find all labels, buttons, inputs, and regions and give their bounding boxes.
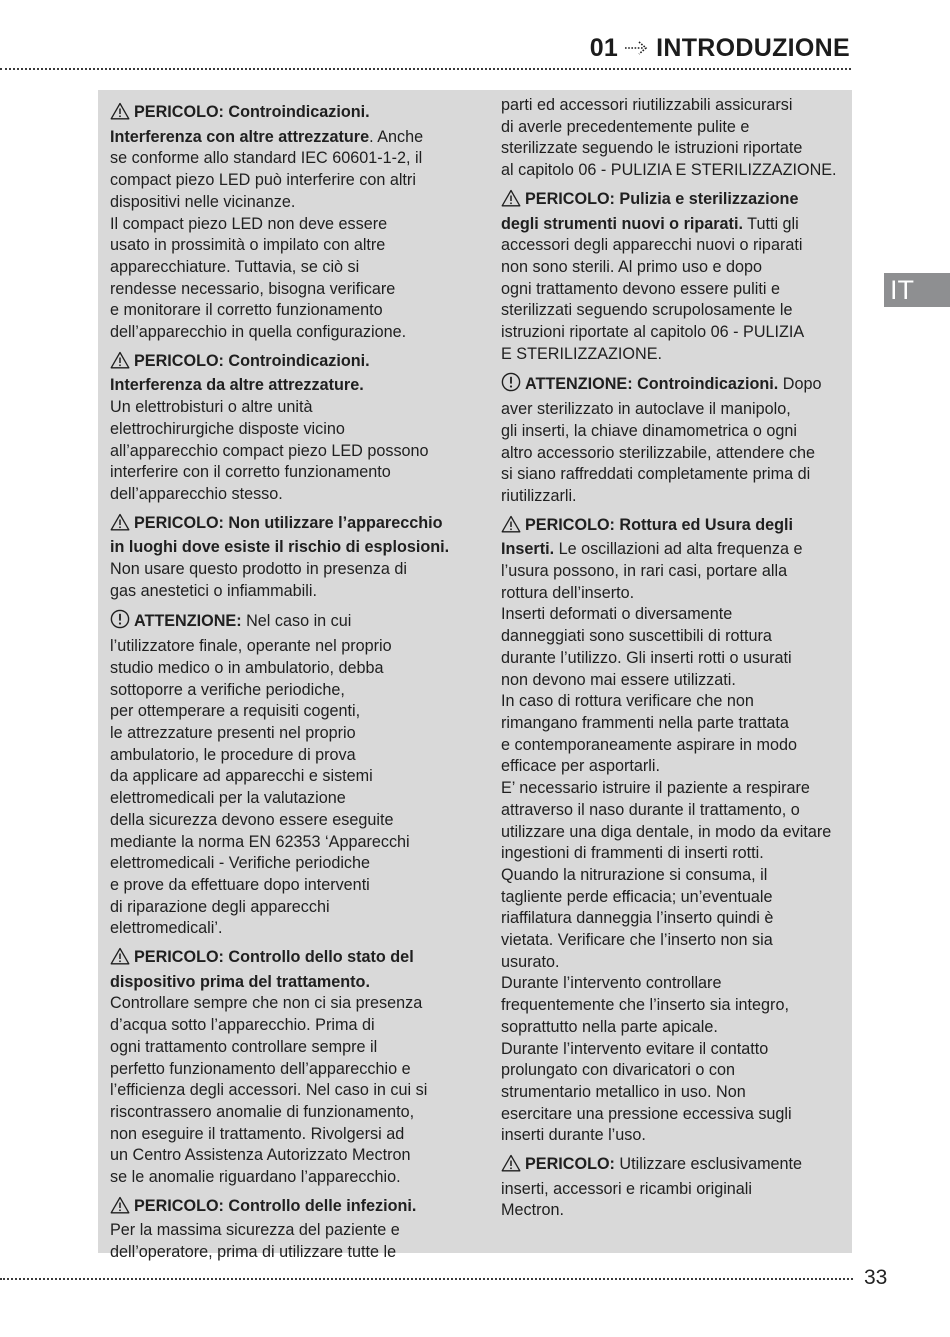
right-column bbox=[501, 95, 846, 1229]
bold-text: degli strumenti nuovi o riparati. bbox=[501, 214, 743, 233]
bold-text: Interferenza con altre attrezzature bbox=[110, 127, 370, 146]
text-line bbox=[501, 138, 846, 160]
body-text: compact piezo LED può interferire con altri bbox=[110, 171, 416, 190]
body-text: inserti durante l’uso. bbox=[501, 1126, 646, 1145]
chapter-title: INTRODUZIONE bbox=[656, 34, 850, 62]
paragraph bbox=[110, 947, 455, 1189]
text-line bbox=[110, 745, 455, 767]
text-line bbox=[110, 257, 455, 279]
text-line bbox=[501, 1039, 846, 1061]
body-text: elettromedicali’. bbox=[110, 919, 223, 938]
bold-text: PERICOLO: Rottura ed Usura degli bbox=[525, 515, 794, 534]
body-text: aver sterilizzato in autoclave il manipolo, bbox=[501, 400, 791, 419]
text-line bbox=[501, 865, 846, 887]
body-text: non devono mai essere utilizzati. bbox=[501, 670, 736, 689]
body-text: inserti, accessori e ricambi originali bbox=[501, 1179, 752, 1198]
text-line bbox=[501, 322, 846, 344]
body-text: Un elettrobisturi o altre unità bbox=[110, 398, 313, 417]
warning-triangle-icon bbox=[501, 515, 521, 540]
body-text: riscontrassero anomalie di funzionamento, bbox=[110, 1102, 415, 1121]
body-text: Inserti deformati o diversamente bbox=[501, 605, 733, 624]
text-line bbox=[501, 117, 846, 139]
body-text: Le oscillazioni ad alta frequenza e bbox=[554, 540, 803, 559]
dotted-arrow-icon bbox=[624, 34, 650, 63]
warning-triangle-icon bbox=[501, 189, 521, 214]
text-line bbox=[110, 1124, 455, 1146]
body-text: d’acqua sotto l’apparecchio. Prima di bbox=[110, 1016, 375, 1035]
body-text: vietata. Verificare che l’inserto non sia bbox=[501, 931, 773, 950]
paragraph bbox=[501, 189, 846, 366]
body-text: perfetto funzionamento dell’apparecchio e bbox=[110, 1059, 411, 1078]
body-text: parti ed accessori riutilizzabili assicurarsi bbox=[501, 96, 793, 114]
text-line bbox=[110, 513, 455, 538]
text-line bbox=[501, 1060, 846, 1082]
text-line bbox=[110, 462, 455, 484]
text-line bbox=[501, 887, 846, 909]
text-line bbox=[110, 214, 455, 236]
body-text: dell’apparecchio stesso. bbox=[110, 484, 283, 503]
body-text: Nel caso in cui bbox=[241, 612, 352, 631]
warning-triangle-icon bbox=[110, 513, 130, 538]
warning-triangle-icon bbox=[110, 351, 130, 376]
body-text: sottoporre a verifiche periodiche, bbox=[110, 680, 345, 699]
text-line bbox=[501, 421, 846, 443]
text-line bbox=[110, 1037, 455, 1059]
text-line bbox=[501, 344, 846, 366]
text-line bbox=[110, 1145, 455, 1167]
text-line bbox=[501, 843, 846, 865]
text-line bbox=[110, 897, 455, 919]
text-line bbox=[501, 486, 846, 508]
body-text: le attrezzature presenti nel proprio bbox=[110, 723, 356, 742]
body-text: Il compact piezo LED non deve essere bbox=[110, 214, 388, 233]
text-line bbox=[501, 583, 846, 605]
body-text: della sicurezza devono essere eseguite bbox=[110, 810, 394, 829]
text-line bbox=[110, 832, 455, 854]
body-text: frequentemente che l’inserto sia integro, bbox=[501, 996, 789, 1015]
text-line bbox=[110, 1220, 455, 1242]
header-divider bbox=[0, 68, 851, 70]
text-line bbox=[110, 300, 455, 322]
text-line bbox=[501, 1125, 846, 1147]
body-text: dispositivi nelle vicinanze. bbox=[110, 192, 296, 211]
text-line bbox=[110, 397, 455, 419]
text-line bbox=[110, 537, 455, 559]
body-text: rimangano frammenti nella parte trattata bbox=[501, 713, 789, 732]
body-text: strumentario metallico in uso. Non bbox=[501, 1082, 746, 1101]
text-line bbox=[110, 609, 455, 636]
text-line bbox=[110, 235, 455, 257]
body-text: studio medico o in ambulatorio, debba bbox=[110, 658, 384, 677]
text-line bbox=[110, 581, 455, 603]
text-line bbox=[501, 235, 846, 257]
text-line bbox=[110, 559, 455, 581]
text-line bbox=[501, 1154, 846, 1179]
text-line bbox=[501, 561, 846, 583]
body-text: gli inserti, la chiave dinamometrica o ogni bbox=[501, 421, 798, 440]
body-text: rendesse necessario, bisogna verificare bbox=[110, 279, 396, 298]
body-text: Durante l’intervento evitare il contatto bbox=[501, 1039, 769, 1058]
body-text: e monitorare il corretto funzionamento bbox=[110, 301, 383, 320]
body-text: elettromedicali per la valutazione bbox=[110, 789, 346, 808]
paragraph bbox=[501, 372, 846, 507]
body-text: Durante l’intervento controllare bbox=[501, 974, 722, 993]
text-line bbox=[110, 810, 455, 832]
text-line bbox=[110, 102, 455, 127]
warning-triangle-icon bbox=[501, 1154, 521, 1179]
text-line bbox=[501, 648, 846, 670]
paragraph bbox=[110, 1196, 455, 1264]
text-line bbox=[501, 604, 846, 626]
text-line bbox=[110, 723, 455, 745]
text-line bbox=[110, 766, 455, 788]
body-text: Tutti gli bbox=[742, 214, 799, 233]
exclamation-circle-icon bbox=[501, 372, 521, 399]
body-text: sterilizzati seguendo scrupolosamente le bbox=[501, 301, 793, 320]
body-text: rottura dell’inserto. bbox=[501, 583, 635, 602]
text-line bbox=[110, 947, 455, 972]
body-text: Dopo bbox=[778, 375, 822, 394]
body-text: e contemporaneamente aspirare in modo bbox=[501, 735, 798, 754]
text-line bbox=[110, 170, 455, 192]
text-line bbox=[501, 1017, 846, 1039]
text-line bbox=[110, 1059, 455, 1081]
body-text: ambulatorio, le procedure di prova bbox=[110, 745, 356, 764]
body-text: di riparazione degli apparecchi bbox=[110, 897, 330, 916]
body-text: e prove da effettuare dopo interventi bbox=[110, 875, 370, 894]
text-line bbox=[501, 214, 846, 236]
text-line bbox=[110, 1080, 455, 1102]
text-line bbox=[110, 375, 455, 397]
text-line bbox=[110, 875, 455, 897]
body-text: per ottemperare a requisiti cogenti, bbox=[110, 702, 361, 721]
chapter-header bbox=[590, 34, 850, 63]
text-line bbox=[501, 257, 846, 279]
body-text: ingestioni di frammenti di inserti rotti. bbox=[501, 844, 764, 863]
paragraph bbox=[110, 351, 455, 506]
body-text: al capitolo 06 - PULIZIA E STERILIZZAZIONE. bbox=[501, 161, 837, 180]
body-text: sterilizzate seguendo le istruzioni riportate bbox=[501, 139, 803, 158]
chapter-number: 01 bbox=[589, 34, 619, 62]
page-number: 33 bbox=[864, 1266, 888, 1289]
body-text: dell’apparecchio in quella configurazione. bbox=[110, 323, 407, 342]
text-line bbox=[110, 441, 455, 463]
text-line bbox=[110, 1015, 455, 1037]
text-line bbox=[501, 930, 846, 952]
text-line bbox=[501, 300, 846, 322]
body-text: l’utilizzatore finale, operante nel proprio bbox=[110, 637, 392, 656]
text-line bbox=[110, 148, 455, 170]
body-text: elettromedicali - Verifiche periodiche bbox=[110, 854, 371, 873]
paragraph bbox=[110, 609, 455, 940]
bold-text: ATTENZIONE: Controindicazioni. bbox=[525, 375, 779, 394]
text-line bbox=[501, 515, 846, 540]
text-line bbox=[110, 1196, 455, 1221]
bold-text: PERICOLO: Controllo delle infezioni. bbox=[134, 1196, 417, 1215]
text-line bbox=[110, 351, 455, 376]
body-text: se le anomalie riguardano l’apparecchio. bbox=[110, 1168, 401, 1187]
paragraph bbox=[501, 1154, 846, 1222]
text-line bbox=[501, 160, 846, 182]
body-text: danneggiati sono suscettibili di rottura bbox=[501, 627, 772, 646]
body-text: Utilizzare esclusivamente bbox=[614, 1155, 803, 1174]
text-line bbox=[501, 822, 846, 844]
text-line bbox=[501, 1082, 846, 1104]
body-text: . Anche bbox=[369, 127, 424, 146]
body-text: interferire con il corretto funzionamento bbox=[110, 463, 391, 482]
body-text: non sono sterili. Al primo uso e dopo bbox=[501, 257, 762, 276]
body-text: mediante la norma EN 62353 ‘Apparecchi bbox=[110, 832, 410, 851]
text-line bbox=[501, 1104, 846, 1126]
text-line bbox=[501, 756, 846, 778]
paragraph bbox=[110, 102, 455, 344]
warning-triangle-icon bbox=[110, 102, 130, 127]
body-text: l’usura possono, in rari casi, portare alla bbox=[501, 562, 788, 581]
bold-text: ATTENZIONE: bbox=[134, 612, 242, 631]
body-text: non eseguire il trattamento. Rivolgersi ad bbox=[110, 1124, 405, 1143]
text-line bbox=[501, 735, 846, 757]
text-line bbox=[110, 484, 455, 506]
text-line bbox=[501, 372, 846, 399]
text-line bbox=[110, 192, 455, 214]
text-line bbox=[110, 853, 455, 875]
body-text: da applicare ad apparecchi e sistemi bbox=[110, 767, 373, 786]
text-line bbox=[110, 636, 455, 658]
body-text: ogni trattamento devono essere puliti e bbox=[501, 279, 780, 298]
body-text: Controllare sempre che non ci sia presenza bbox=[110, 994, 423, 1013]
text-line bbox=[501, 670, 846, 692]
text-line bbox=[110, 972, 455, 994]
text-line bbox=[501, 539, 846, 561]
body-text: l’efficienza degli accessori. Nel caso in cui si bbox=[110, 1081, 428, 1100]
body-text: attraverso il naso durante il trattamento, o bbox=[501, 800, 800, 819]
body-text: prolungato con divaricatori o con bbox=[501, 1061, 735, 1080]
body-text: riutilizzarli. bbox=[501, 486, 577, 505]
bold-text: PERICOLO: Controindicazioni. bbox=[134, 351, 370, 370]
body-text: Per la massima sicurezza del paziente e bbox=[110, 1221, 400, 1240]
body-text: Quando la nitrurazione si consuma, il bbox=[501, 865, 768, 884]
text-line bbox=[501, 464, 846, 486]
text-line bbox=[501, 95, 846, 117]
left-column bbox=[110, 102, 455, 1271]
bold-text: PERICOLO: Controllo dello stato del bbox=[134, 948, 414, 967]
text-line bbox=[110, 701, 455, 723]
body-text: Non usare questo prodotto in presenza di bbox=[110, 560, 407, 579]
body-text: istruzioni riportate al capitolo 06 - PULIZIA bbox=[501, 323, 805, 342]
footer-divider bbox=[0, 1278, 853, 1280]
text-line bbox=[501, 1200, 846, 1222]
body-text: gas anestetici o infiammabili. bbox=[110, 581, 317, 600]
text-line bbox=[501, 691, 846, 713]
text-line bbox=[110, 279, 455, 301]
text-line bbox=[110, 918, 455, 940]
body-text: ogni trattamento controllare sempre il bbox=[110, 1037, 378, 1056]
exclamation-circle-icon bbox=[110, 609, 130, 636]
text-line bbox=[501, 399, 846, 421]
text-line bbox=[501, 279, 846, 301]
body-text: si siano raffreddati completamente prima di bbox=[501, 465, 811, 484]
text-line bbox=[110, 419, 455, 441]
text-line bbox=[501, 713, 846, 735]
body-text: efficace per asportarli. bbox=[501, 757, 660, 776]
body-text: esercitare una pressione eccessiva sugli bbox=[501, 1104, 792, 1123]
body-text: utilizzare una diga dentale, in modo da evitare bbox=[501, 822, 832, 841]
bold-text: Inserti. bbox=[501, 540, 555, 559]
body-text: usurato. bbox=[501, 952, 560, 971]
body-text: E’ necessario istruire il paziente a respirare bbox=[501, 779, 810, 798]
text-line bbox=[110, 127, 455, 149]
text-line bbox=[501, 1179, 846, 1201]
warning-triangle-icon bbox=[110, 1196, 130, 1221]
body-text: altro accessorio sterilizzabile, attendere che bbox=[501, 443, 816, 462]
text-line bbox=[501, 800, 846, 822]
text-line bbox=[501, 626, 846, 648]
paragraph bbox=[110, 513, 455, 603]
body-text: riaffilatura danneggia l’inserto quindi è bbox=[501, 909, 774, 928]
body-text: all’apparecchio compact piezo LED possono bbox=[110, 441, 429, 460]
text-line bbox=[110, 1102, 455, 1124]
text-line bbox=[501, 973, 846, 995]
bold-text: PERICOLO: Controindicazioni. bbox=[134, 103, 370, 121]
bold-text: PERICOLO: Non utilizzare l’apparecchio bbox=[134, 513, 443, 532]
body-text: di averle precedentemente pulite e bbox=[501, 117, 750, 136]
language-tab: IT bbox=[884, 273, 950, 307]
text-line bbox=[110, 993, 455, 1015]
bold-text: Interferenza da altre attrezzature. bbox=[110, 376, 364, 395]
body-text: Mectron. bbox=[501, 1201, 564, 1220]
bold-text: PERICOLO: Pulizia e sterilizzazione bbox=[525, 189, 799, 208]
bold-text: PERICOLO: bbox=[525, 1155, 615, 1174]
body-text: dell’operatore, prima di utilizzare tutte le bbox=[110, 1243, 397, 1262]
text-line bbox=[110, 1167, 455, 1189]
paragraph bbox=[501, 515, 846, 1147]
warning-triangle-icon bbox=[110, 947, 130, 972]
text-line bbox=[110, 322, 455, 344]
body-text: soprattutto nella parte apicale. bbox=[501, 1017, 718, 1036]
body-text: un Centro Assistenza Autorizzato Mectron bbox=[110, 1146, 411, 1165]
text-line bbox=[501, 995, 846, 1017]
text-line bbox=[501, 189, 846, 214]
text-line bbox=[110, 680, 455, 702]
bold-text: in luoghi dove esiste il rischio di esplosioni. bbox=[110, 538, 450, 557]
text-line bbox=[110, 1242, 455, 1264]
text-line bbox=[501, 952, 846, 974]
text-line bbox=[110, 658, 455, 680]
body-text: elettrochirurgiche disposte vicino bbox=[110, 419, 345, 438]
body-text: apparecchiature. Tuttavia, se ciò si bbox=[110, 257, 360, 276]
body-text: accessori degli apparecchi nuovi o riparati bbox=[501, 236, 803, 255]
text-line bbox=[501, 443, 846, 465]
body-text: durante l’utilizzo. Gli inserti rotti o usurati bbox=[501, 648, 792, 667]
body-text: usato in prossimità o impilato con altre bbox=[110, 236, 386, 255]
paragraph bbox=[501, 95, 846, 182]
body-text: E STERILIZZAZIONE. bbox=[501, 344, 662, 363]
body-text: In caso di rottura verificare che non bbox=[501, 692, 754, 711]
body-text: tagliente perde efficacia; un’eventuale bbox=[501, 887, 773, 906]
text-line bbox=[501, 778, 846, 800]
text-line bbox=[501, 908, 846, 930]
body-text: se conforme allo standard IEC 60601-1-2, il bbox=[110, 149, 423, 168]
bold-text: dispositivo prima del trattamento. bbox=[110, 972, 370, 991]
text-line bbox=[110, 788, 455, 810]
